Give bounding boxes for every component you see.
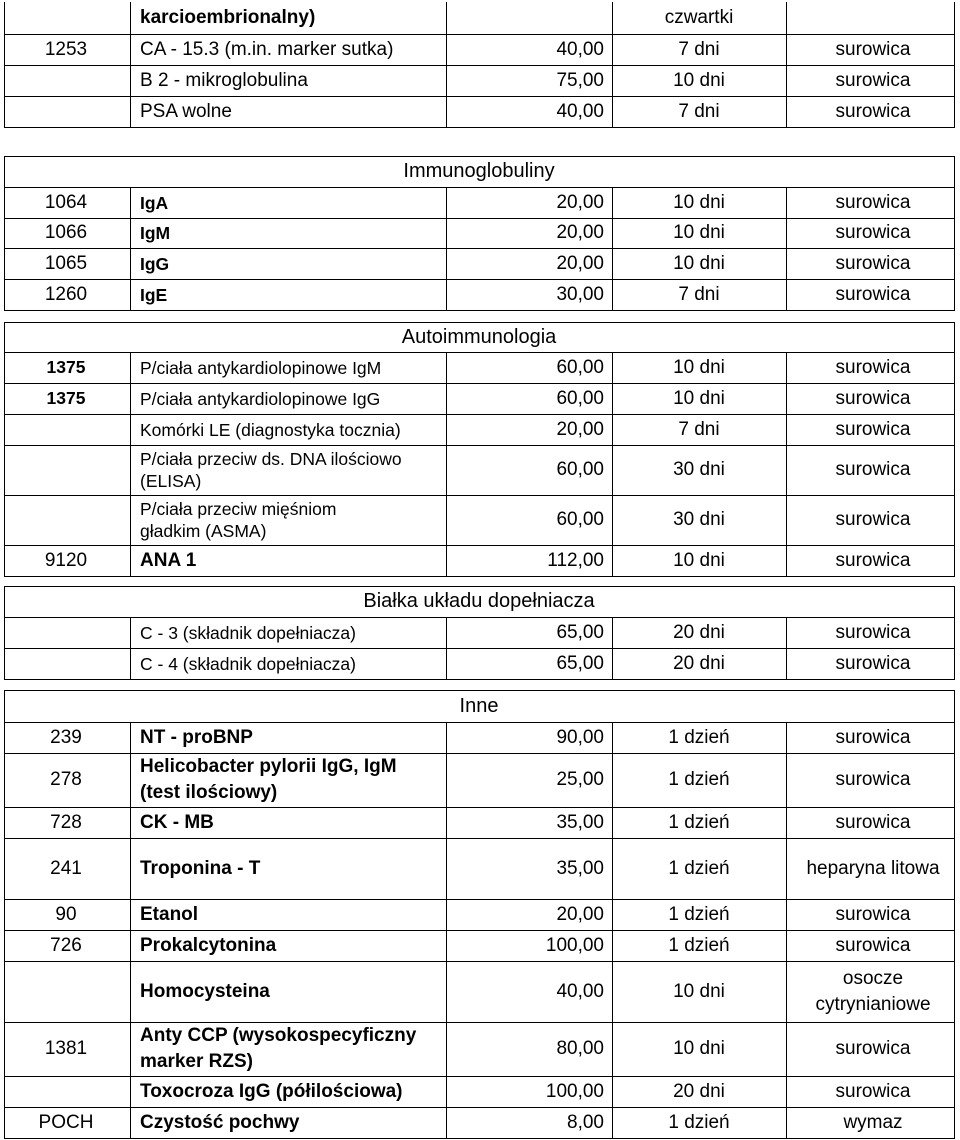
code-cell: 239 (50, 726, 82, 748)
turnaround-cell: 1 dzień (668, 934, 730, 956)
price-cell: 60,00 (556, 509, 604, 530)
grid-line (4, 617, 5, 679)
code-cell: 90 (55, 903, 77, 925)
grid-line (612, 2, 613, 127)
grid-line (4, 1022, 955, 1023)
test-name-cell: CK - MB (140, 811, 214, 833)
material-cell: surowica (835, 387, 911, 409)
turnaround-cell: 1 dzień (668, 769, 730, 790)
test-name-cell: IgG (140, 253, 170, 274)
grid-line (954, 617, 955, 679)
turnaround-cell: 30 dni (673, 459, 725, 480)
turnaround-cell: 10 dni (673, 980, 725, 1002)
grid-line (4, 310, 955, 311)
price-cell: 65,00 (556, 652, 604, 674)
table-row (0, 383, 960, 414)
turnaround-cell: 10 dni (673, 387, 725, 409)
turnaround-cell: 7 dni (678, 418, 720, 440)
grid-line (4, 545, 955, 546)
turnaround-cell: 10 dni (673, 1038, 725, 1059)
table-row (0, 753, 960, 807)
test-name-cell: Prokalcytonina (140, 934, 277, 956)
code-cell: 1066 (44, 222, 88, 243)
table-row (0, 930, 960, 961)
material-cell: surowica (835, 222, 911, 243)
grid-line (612, 352, 613, 576)
grid-line (4, 96, 955, 97)
material-cell: heparyna litowa (806, 857, 940, 879)
material-cell: surowica (835, 549, 911, 571)
material-cell: osocze cytrynianiowe (815, 967, 931, 1015)
grid-line (4, 218, 955, 219)
test-name-cell: CA - 15.3 (m.in. marker sutka) (140, 38, 394, 60)
price-cell: 20,00 (556, 903, 604, 925)
price-cell: 75,00 (556, 69, 604, 91)
price-cell: 40,00 (556, 980, 604, 1002)
material-cell: surowica (835, 38, 911, 60)
table-row (0, 722, 960, 753)
grid-line (612, 722, 613, 1138)
code-cell (4, 648, 128, 679)
code-cell (4, 65, 128, 96)
test-name-cell: ANA 1 (140, 549, 197, 571)
grid-line (4, 1138, 955, 1139)
price-cell: 90,00 (556, 726, 604, 748)
grid-line (4, 414, 955, 415)
section-header-bialka: Białka układu dopełniacza (363, 590, 595, 612)
material-cell: surowica (835, 1080, 911, 1102)
grid-line (4, 899, 955, 900)
grid-line (446, 722, 447, 1138)
code-cell: 726 (50, 934, 82, 956)
material-cell: surowica (835, 252, 911, 274)
material-cell: surowica (835, 69, 911, 91)
material-cell (788, 2, 958, 34)
grid-line (4, 156, 5, 187)
grid-line (4, 690, 955, 691)
grid-line (446, 617, 447, 679)
price-cell: 112,00 (547, 549, 604, 571)
grid-line (4, 156, 955, 157)
code-cell (4, 96, 128, 127)
grid-line (446, 2, 447, 127)
grid-line (130, 617, 131, 679)
code-cell (4, 961, 128, 1022)
section-header-autoimmunologia: Autoimmunologia (401, 325, 557, 348)
table-row (0, 961, 960, 1022)
grid-line (612, 187, 613, 310)
price-cell: 20,00 (556, 418, 604, 440)
test-name-cell: IgM (140, 223, 171, 243)
price-cell: 65,00 (556, 621, 604, 643)
grid-line (4, 352, 955, 353)
price-cell: 20,00 (556, 191, 604, 213)
code-cell: 9120 (44, 549, 88, 571)
price-cell: 35,00 (556, 857, 604, 879)
test-name-cell: C - 3 (składnik dopełniacza) (140, 622, 356, 643)
price-cell: 40,00 (556, 100, 604, 122)
turnaround-cell: 10 dni (673, 69, 725, 91)
code-cell: POCH (38, 1111, 94, 1133)
grid-line (4, 2, 5, 127)
table-row (0, 445, 960, 495)
turnaround-cell: 20 dni (673, 621, 725, 643)
price-cell (446, 2, 604, 34)
grid-line (4, 495, 955, 496)
test-name-cell: Helicobacter pylorii IgG, IgM (test ilościowy) (140, 756, 397, 803)
grid-line (4, 322, 955, 323)
grid-line (4, 753, 955, 754)
grid-line (954, 322, 955, 352)
code-cell: 1375 (46, 357, 86, 377)
grid-line (4, 352, 5, 576)
test-name-cell: C - 4 (składnik dopełniacza) (140, 653, 356, 674)
turnaround-cell: czwartki (664, 7, 734, 28)
grid-line (4, 722, 955, 723)
test-name-cell: PSA wolne (140, 100, 232, 122)
test-name-cell: Etanol (140, 903, 199, 925)
table-row (0, 545, 960, 576)
grid-line (4, 961, 955, 962)
table-row (0, 807, 960, 838)
code-cell: 728 (50, 811, 82, 833)
turnaround-cell: 10 dni (673, 191, 725, 213)
grid-line (954, 586, 955, 617)
turnaround-cell: 1 dzień (668, 726, 730, 748)
test-name-cell: Komórki LE (diagnostyka tocznia) (140, 419, 401, 440)
price-cell: 25,00 (556, 769, 604, 790)
table-row (0, 34, 960, 65)
turnaround-cell: 1 dzień (668, 903, 730, 925)
material-cell: surowica (835, 652, 911, 674)
material-cell: surowica (835, 356, 911, 378)
test-name-cell: P/ciała antykardiolopinowe IgG (140, 388, 381, 409)
turnaround-cell: 7 dni (678, 100, 720, 122)
material-cell: surowica (835, 1038, 911, 1059)
code-cell: 241 (50, 857, 82, 879)
grid-line (786, 187, 787, 310)
turnaround-cell: 20 dni (673, 652, 725, 674)
table-row (0, 1022, 960, 1076)
grid-line (4, 576, 955, 577)
code-cell: 1375 (46, 388, 86, 408)
turnaround-cell: 10 dni (673, 549, 725, 571)
grid-line (446, 187, 447, 310)
turnaround-cell: 20 dni (673, 1080, 725, 1102)
grid-line (4, 127, 955, 128)
price-cell: 60,00 (556, 459, 604, 480)
grid-line (4, 445, 955, 446)
test-name-cell: karcioembrionalny) (140, 7, 316, 28)
turnaround-cell: 10 dni (673, 356, 725, 378)
table-row (0, 648, 960, 679)
material-cell: surowica (835, 459, 911, 480)
material-cell: surowica (835, 100, 911, 122)
table-row (0, 1107, 960, 1138)
grid-line (130, 352, 131, 576)
grid-line (4, 34, 955, 35)
price-cell: 60,00 (556, 356, 604, 378)
code-cell (4, 617, 128, 648)
code-cell: 1260 (44, 283, 88, 305)
turnaround-cell: 7 dni (678, 38, 720, 60)
price-cell: 35,00 (556, 811, 604, 833)
code-cell: 1065 (44, 252, 88, 274)
test-name-cell: NT - proBNP (140, 726, 253, 748)
grid-line (4, 586, 955, 587)
grid-line (4, 679, 955, 680)
material-cell: surowica (835, 769, 911, 790)
price-cell: 80,00 (556, 1038, 604, 1059)
turnaround-cell: 7 dni (678, 283, 720, 305)
code-cell: 1064 (44, 191, 88, 213)
grid-line (4, 187, 5, 310)
material-cell: surowica (835, 934, 911, 956)
grid-line (4, 279, 955, 280)
code-cell: 278 (50, 769, 82, 790)
grid-line (786, 352, 787, 576)
price-cell: 40,00 (556, 38, 604, 60)
turnaround-cell: 10 dni (673, 252, 725, 274)
grid-line (4, 807, 955, 808)
code-cell: 1253 (44, 38, 88, 60)
test-name-cell: Anty CCP (wysokospecyficzny marker RZS) (140, 1025, 417, 1072)
table-row (0, 65, 960, 96)
material-cell: wymaz (843, 1111, 903, 1133)
code-cell (4, 495, 128, 545)
price-cell: 20,00 (556, 252, 604, 274)
grid-line (954, 156, 955, 187)
material-cell: surowica (835, 903, 911, 925)
grid-line (4, 838, 955, 839)
grid-line (786, 617, 787, 679)
test-name-cell: Czystość pochwy (140, 1111, 300, 1133)
table-row (0, 414, 960, 445)
test-name-cell: Toxocroza IgG (półilościowa) (140, 1080, 403, 1102)
test-name-cell: B 2 - mikroglobulina (140, 69, 308, 91)
price-cell: 60,00 (556, 387, 604, 409)
grid-line (446, 352, 447, 576)
turnaround-cell: 1 dzień (668, 1111, 730, 1133)
table-row (0, 495, 960, 545)
material-cell: surowica (835, 621, 911, 643)
turnaround-cell: 10 dni (673, 222, 725, 243)
turnaround-cell: 1 dzień (668, 811, 730, 833)
table-row (0, 187, 960, 218)
grid-line (954, 2, 955, 127)
material-cell: surowica (835, 811, 911, 833)
table-row (0, 617, 960, 648)
code-cell (4, 414, 128, 445)
grid-line (954, 722, 955, 1138)
grid-line (4, 617, 955, 618)
grid-line (130, 187, 131, 310)
grid-line (612, 617, 613, 679)
grid-line (954, 690, 955, 722)
price-cell: 100,00 (545, 1080, 604, 1102)
price-cell: 30,00 (556, 283, 604, 305)
test-name-cell: IgE (140, 284, 168, 305)
turnaround-cell: 1 dzień (668, 857, 730, 879)
material-cell: surowica (835, 509, 911, 530)
price-cell: 100,00 (545, 934, 604, 956)
test-name-cell: IgA (140, 192, 169, 213)
price-cell: 8,00 (567, 1111, 604, 1133)
code-cell (4, 1076, 128, 1107)
turnaround-cell: 30 dni (673, 509, 725, 530)
test-name-cell: Troponina - T (140, 857, 261, 879)
grid-line (4, 930, 955, 931)
grid-line (4, 648, 955, 649)
grid-line (130, 722, 131, 1138)
grid-line (4, 586, 5, 617)
grid-line (4, 248, 955, 249)
table-row (0, 1076, 960, 1107)
section-header-inne: Inne (459, 694, 499, 717)
grid-line (130, 2, 131, 127)
table-row (0, 248, 960, 279)
test-name-cell: P/ciała antykardiolopinowe IgM (140, 357, 382, 378)
grid-line (4, 690, 5, 722)
material-cell: surowica (835, 283, 911, 305)
code-cell (4, 2, 128, 34)
code-cell (4, 445, 128, 495)
test-name-cell: Homocysteina (140, 980, 270, 1002)
material-cell: surowica (835, 191, 911, 213)
grid-line (786, 2, 787, 127)
grid-line (4, 383, 955, 384)
section-header-immunoglobuliny: Immunoglobuliny (403, 160, 555, 182)
grid-line (4, 65, 955, 66)
table-row (0, 352, 960, 383)
table-row (0, 838, 960, 899)
material-cell: surowica (835, 418, 911, 440)
grid-line (954, 187, 955, 310)
grid-line (4, 322, 5, 352)
table-row (0, 899, 960, 930)
grid-line (4, 187, 955, 188)
grid-line (786, 722, 787, 1138)
code-cell: 1381 (44, 1038, 88, 1059)
grid-line (4, 1076, 955, 1077)
test-name-cell: P/ciała przeciw ds. DNA ilościowo (ELISA) (140, 449, 402, 491)
table-row (0, 2, 960, 34)
table-row (0, 279, 960, 310)
grid-line (954, 352, 955, 576)
test-name-cell: P/ciała przeciw mięśniom gładkim (ASMA) (140, 499, 337, 541)
table-row (0, 96, 960, 127)
material-cell: surowica (835, 726, 911, 748)
price-cell: 20,00 (556, 222, 604, 243)
grid-line (4, 722, 5, 1138)
grid-line (4, 1107, 955, 1108)
table-row (0, 218, 960, 248)
